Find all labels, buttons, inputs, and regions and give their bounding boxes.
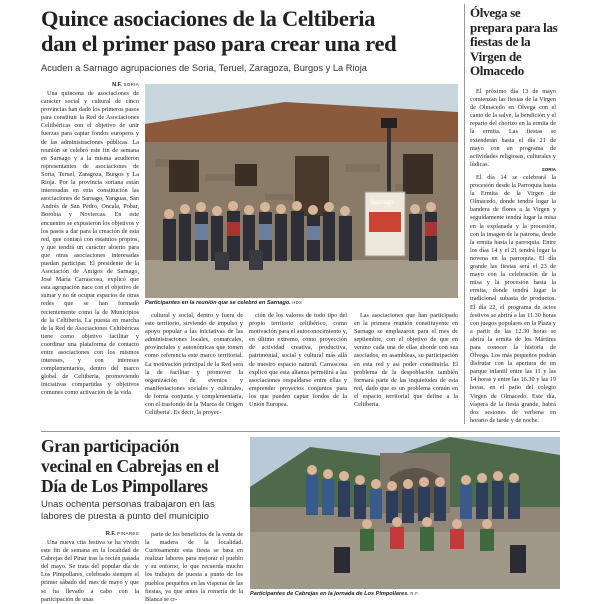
- story1-column-1-paragraph: Una quincena de asociaciones de carácter social y cultural de cinco provincias han dado los primeros pasos para constituir la Red de Asociaciones Celtibéricas con el objetivo de unir fuerzas para captar fondos europeos y de las administraciones públicas. La reunión se celebró este fin de semana en Sarnago y a la misma acudieron representantes de asociaciones de Soria, Teruel, Zaragoza, Burgos y La Rioja. Por la provincia soriana están interesadas en esta constitución las asociaciones de Sarnago, Yanguas, San Andrés de San Pedro, Oncala, Pobar, Borobia y Noviercas. En este encuentro se expusieron los objetivos y los pasos a dar para la creación de esta red, que contará con estatutos propios, y que tendrá un carácter abierto para que otras asociaciones interesadas puedan participar. El presidente de la Asociación de Amigos de Sarnago, José María Carrascosa, explicó que esta agrupación nace con el objetivo de sumar y no de ocupar espacios de otras redes que se han formado recientemente como la de Municipios de la Celtiberia. La puesta en marcha de la Red de Asociaciones Celtibéricas tiene como objetivo facilitar y coordinar una plataforma de contacto entre asociaciones con los mismos intereses, y con intereses complementarios, dentro del marco global de Celtiberia, promoviendo iniciativas compartidas y objetivos comunes como activación de la vida: [41, 90, 139, 397]
- story1-byline-location: SORIA: [123, 82, 139, 87]
- story1-headline-line1: Quince asociaciones de la Celtiberia: [41, 6, 376, 31]
- story2-headline: [41, 436, 251, 496]
- sidebar-text-1: [470, 88, 556, 168]
- story2-column-1-paragraph: Una nueva cita festiva se ha vivido este fin de semana en la localidad de Cabrejas del Pinar tras la recién pasada del mayo. Se trata del popular día de Los Pimpollares, celebrado siempre el primer sábado del mes de mayo y que se ha llevado a cabo con la participación de unas: [41, 539, 139, 603]
- story1-headline: [41, 6, 461, 56]
- story1-column-3-paragraph: ción de los valores de todo tipo del propio territorio celtibérico, como motivación para el autoconocimiento y, en último extremo, como proyección de actividad creativa, productiva, patrimonial, social y cultural más allá de nuestro espacio natural. Carrascosa explicó que esta alianza permitirá a las asociaciones respaldarse entre ellas y emprender proyectos conjuntos para los que pueden captar fondos de la Unión Europea.: [249, 312, 347, 409]
- story1-column-1: [41, 82, 139, 428]
- story1-caption: [145, 300, 458, 306]
- photo-cabrejas-pimpollares: [250, 437, 560, 589]
- story1-byline-author: N.F.: [112, 82, 122, 88]
- photo-sarnago-meeting: [145, 84, 458, 298]
- sidebar-paragraph-2: El día 14 se celebrará la procesión desde la Parroquia hasta la Ermita de la Virgen de Olmacedo, donde tendrá lugar la bandera de flores a la Virgen y seguidamente tendrá lugar la misa en la explanada y la procesión, con la imagen de la patrona, desde la ermita hasta la parroquia. Entre los días 14 y el 21 tendrá lugar la novena en la parroquia. El día grande las fiestas será el 23 de mayo con la celebración de la misa y la procesión hasta la ermita, donde tendrá lugar la tradicional subasta de productos. El día 22, el programa de actos festivos se abrirá a las 11.30 horas con juegos populares en la Plaza y a partir de las 12.30 horas se abrirá la ermita de los Mártires para conocer la historia de Ólvega. Los más pequeños podrán disfrutar con la apertura de un parque infantil entre las 11 y las 14 horas y entre las 16.30 y las 19 horas, en el patio del colegio Virgen de Olmacedo. Este día, víspera de la fiesta grande, habrá dos sesiones de verbena en horario de tarde y de noche.: [470, 174, 556, 424]
- story2-caption: [250, 591, 560, 597]
- story1-column-3: [249, 312, 347, 428]
- story2-subhead-line2: labores de puesta a punto del municipio: [41, 511, 209, 522]
- story2-subhead: [41, 499, 251, 523]
- story2-caption-text: Participantes de Cabrejas en la jornada de Los Pimpollares.: [250, 591, 409, 597]
- story2-headline-line2: vecinal en Cabrejas en el: [41, 456, 219, 476]
- story1-caption-credit: HDS: [292, 300, 303, 305]
- cabrejas-group-photo: [250, 437, 560, 589]
- sarnago-group-photo: [145, 84, 458, 298]
- story2-byline-author: R.F.: [105, 531, 116, 537]
- story1-subhead: Acuden a Sarnago agrupaciones de Soria, Teruel, Zaragoza, Burgos y La Rioja: [41, 63, 367, 73]
- story2-column-2-paragraph: parte de los beneficios de la venta de la madera de la localidad. Curiosamente esta fiesta se basa en realizar labores para mejorar el pueblo y su entorno, lo que recuerda mucho los trabajos de puesta a punto de los pueblos pequeños en las vísperas de las fiestas, ya que antes la romería de la Blanca se cr-: [145, 531, 243, 603]
- story2-byline-location: PINARES: [117, 531, 139, 536]
- story2-column-2: [145, 531, 243, 603]
- sidebar-text-2: [470, 174, 556, 426]
- story1-column-2: [145, 312, 243, 428]
- story2-subhead-line1: Unas ochenta personas trabajaron en las: [41, 499, 215, 510]
- story-divider: [41, 431, 560, 432]
- story2-column-1-text: [41, 539, 139, 603]
- sidebar-divider: [464, 4, 465, 424]
- story2-caption-credit: R.F.: [410, 591, 420, 596]
- story2-byline: [41, 531, 139, 537]
- sidebar-headline: Ólvega se prepara para las fiestas de la Virgen de Olmacedo: [470, 5, 558, 78]
- story2-column-1: [41, 531, 139, 603]
- story1-headline-line2: dan el primer paso para crear una red: [41, 31, 397, 56]
- sidebar-location: SORIA: [541, 167, 556, 172]
- story1-caption-text: Participantes en la reunión que se celebró en Sarnago.: [145, 300, 291, 306]
- story2-headline-line3: Día de Los Pimpollares: [41, 476, 208, 496]
- story1-byline: [41, 82, 139, 88]
- story1-column-4-paragraph: Las asociaciones que han participado en la primera reunión constituyente en Sarnago se emplazaron para el mes de septiembre, con el objetivo de que en verano cada una de ellas aborde con sus asociados, en asambleas, su participación en esta red y así poder constituirla. El problema de la despoblación también formará parte de las inquietudes de esta red, dado que es un problema común en el espacio territorial que define a la Celtiberia.: [354, 312, 458, 409]
- story1-column-4: [354, 312, 458, 428]
- story1-column-1-text: [41, 90, 139, 426]
- photo-banner-text: Sarnago: [371, 200, 394, 206]
- sidebar-paragraph-1: El próximo día 13 de mayo comienzan las fiestas de la Virgen de Olmacedo en Ólvega con el canto de la salve, la bendición y el reparto del chorizo en la ermita de la ermita. Las fiestas se extenderán hasta el día 21 de mayo con un programa de actividades religiosas, culturales y lúdicas.: [470, 88, 556, 168]
- story2-headline-line1: Gran participación: [41, 436, 180, 456]
- story1-column-2-paragraph: cultural y social, dentro y fuera de este territorio, sirviendo de impulso y apoyo popular a las iniciativas de las administraciones locales, comarcales, provinciales y autonómicas que tomen como referencia este marco territorial. La motivación principal de la Red será la de facilitar y promover la organización de eventos y manifestaciones sociales y culturales, de forma conjunta y complementaria, con el trasfondo de la 'Marca de Origen Celtiberia'. Es decir, la proyec-: [145, 312, 243, 417]
